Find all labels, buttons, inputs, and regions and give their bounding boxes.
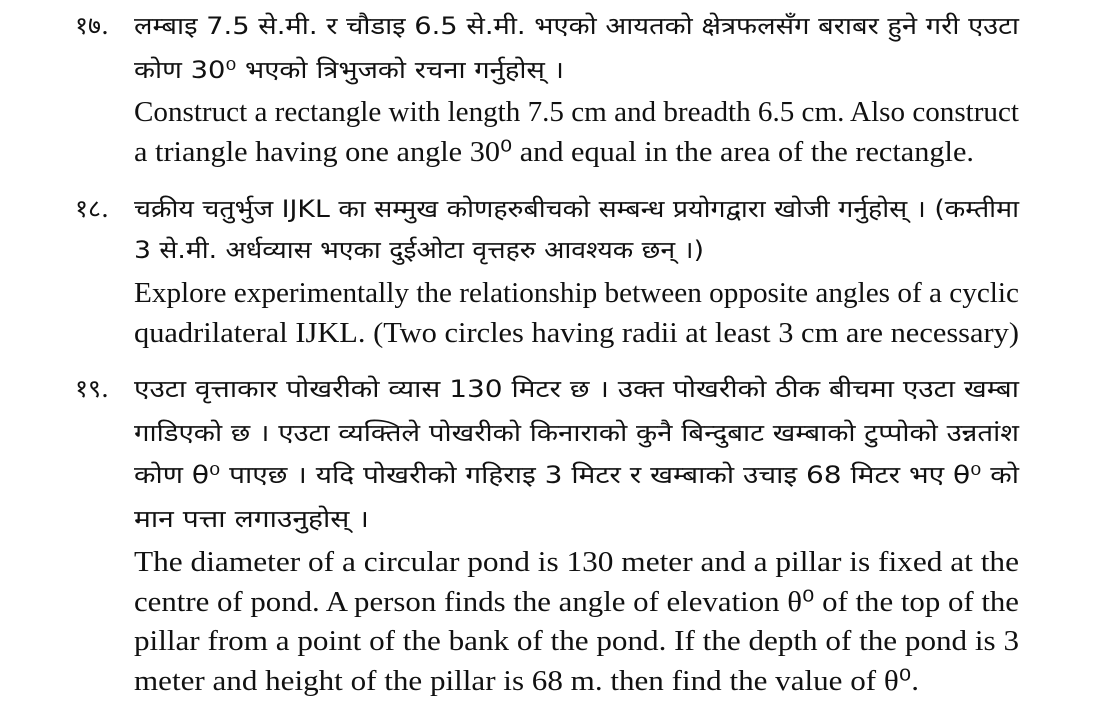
english-text-line: centre of pond. A person finds the angle of elevation θ⁰ of the top of the bbox=[134, 586, 1019, 618]
nepali-text-line: गाडिएको छ । एउटा व्यक्तिले पोखरीको किनाराको कुनै बिन्दुबाट खम्बाको टुप्पोको उन्नतांश bbox=[134, 419, 1019, 447]
nepali-text-line: एउटा वृत्ताकार पोखरीको व्यास 130 मिटर छ । उक्त पोखरीको ठीक बीचमा एउटा खम्बा bbox=[134, 375, 1020, 403]
nepali-text-line: कोण 30⁰ भएको त्रिभुजको रचना गर्नुहोस् । bbox=[134, 56, 564, 84]
nepali-text-line: चक्रीय चतुर्भुज IJKL का सम्मुख कोणहरुबीचको सम्बन्ध प्रयोगद्वारा खोजी गर्नुहोस् । (कम्तीमा bbox=[134, 195, 1020, 223]
question-number: १९. bbox=[75, 374, 109, 403]
english-text-line: Construct a rectangle with length 7.5 cm and breadth 6.5 cm. Also construct bbox=[134, 96, 1019, 128]
english-text-line: quadrilateral IJKL. (Two circles having radii at least 3 cm are necessary) bbox=[134, 317, 1019, 349]
question-number: १७. bbox=[75, 11, 109, 40]
english-text-line: Explore experimentally the relationship between opposite angles of a cyclic bbox=[134, 277, 1019, 309]
english-text-line: The diameter of a circular pond is 130 meter and a pillar is fixed at the bbox=[134, 546, 1019, 578]
nepali-text-line: मान पत्ता लगाउनुहोस् । bbox=[134, 505, 369, 533]
english-text-line: meter and height of the pillar is 68 m. then find the value of θ⁰. bbox=[134, 665, 919, 697]
english-text-line: pillar from a point of the bank of the pond. If the depth of the pond is 3 bbox=[134, 625, 1019, 657]
nepali-text-line: 3 से.मी. अर्धव्यास भएका दुईओटा वृत्तहरु आवश्यक छन् ।) bbox=[134, 236, 704, 264]
nepali-text-line: लम्बाइ 7.5 से.मी. र चौडाइ 6.5 से.मी. भएको आयतको क्षेत्रफलसँग बराबर हुने गरी एउटा bbox=[134, 12, 1019, 40]
question-number: १८. bbox=[75, 194, 109, 223]
nepali-text-line: कोण θ⁰ पाएछ । यदि पोखरीको गहिराइ 3 मिटर र खम्बाको उचाइ 68 मिटर भए θ⁰ को bbox=[134, 461, 1019, 489]
english-text-line: a triangle having one angle 30⁰ and equal in the area of the rectangle. bbox=[134, 136, 974, 168]
